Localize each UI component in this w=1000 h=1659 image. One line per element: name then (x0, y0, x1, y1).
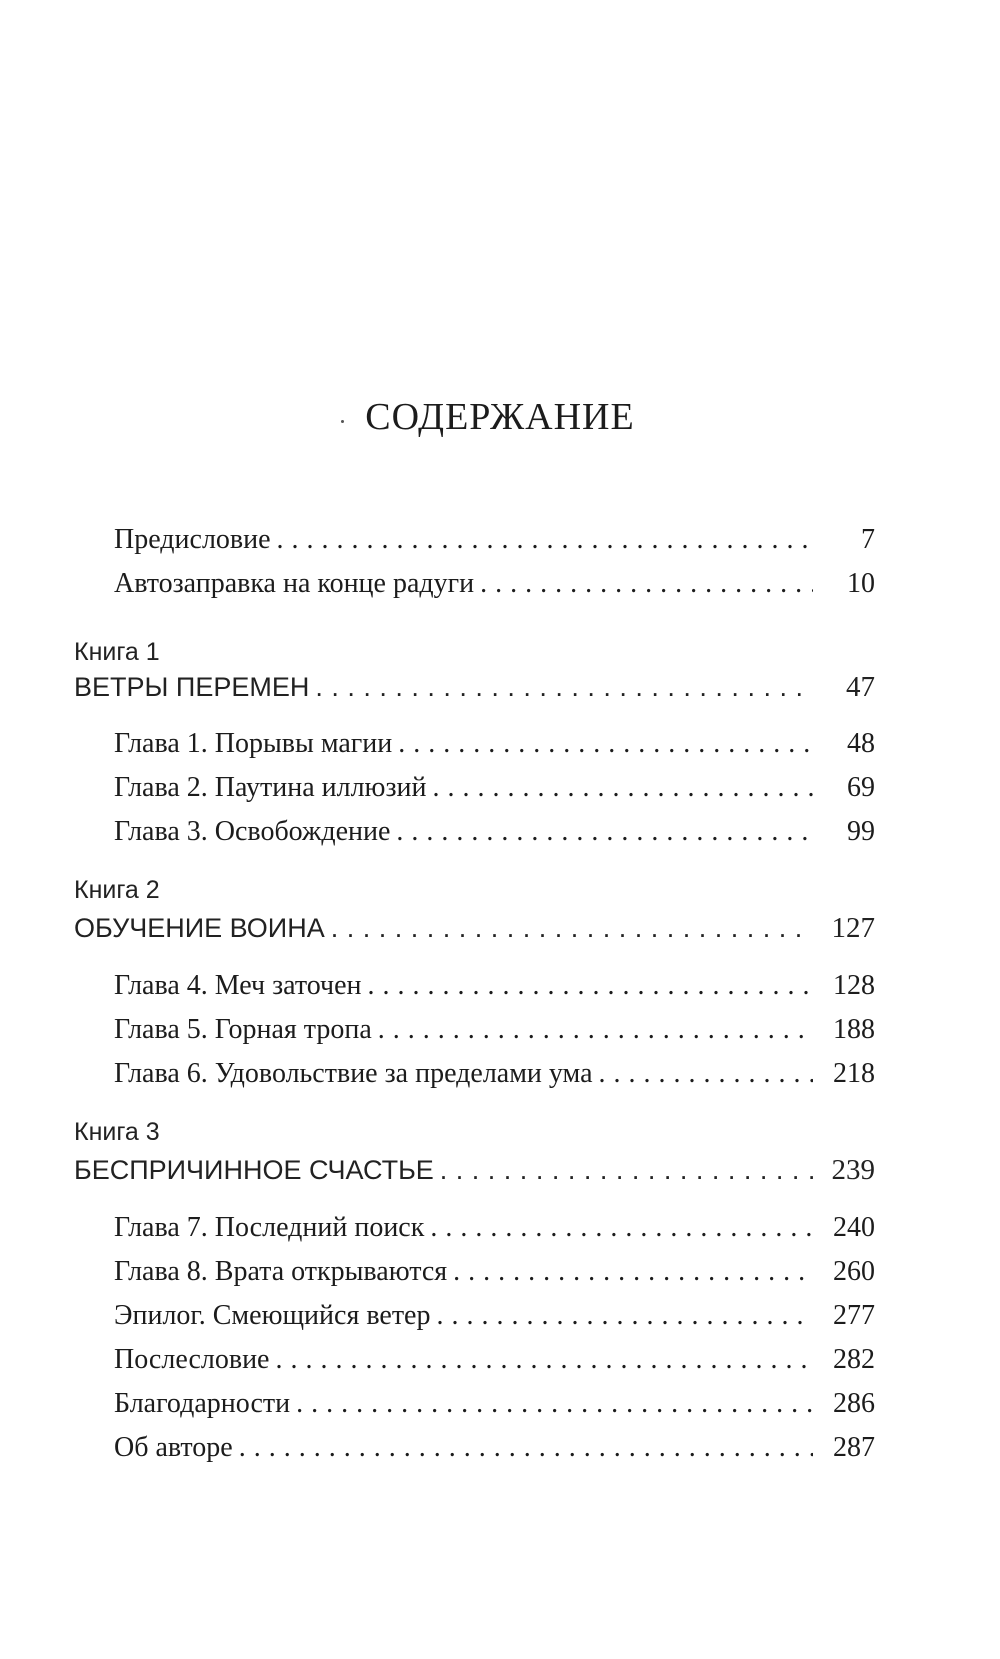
toc-page-number: 260 (833, 1256, 875, 1287)
toc-entry-title: Глава 5. Горная тропа (114, 1014, 372, 1045)
toc-entry-title: Послесловие (114, 1344, 270, 1375)
toc-page-number: 282 (833, 1344, 875, 1375)
toc-entry-title: Глава 6. Удовольствие за пределами ума (114, 1058, 593, 1089)
toc-entry-chapter-4[interactable] (114, 966, 875, 1006)
toc-entry-title: Автозаправка на конце радуги (114, 568, 475, 599)
toc-entry-epilogue[interactable] (114, 1296, 875, 1336)
toc-entry-chapter-7[interactable] (114, 1208, 875, 1248)
dot-leader (430, 1296, 813, 1336)
toc-entry-chapter-1[interactable] (114, 724, 875, 764)
dot-leader (427, 768, 814, 808)
dot-leader (271, 520, 813, 560)
dot-leader (390, 812, 813, 852)
book-3-label: Книга 3 (74, 1118, 160, 1146)
dot-leader (269, 1340, 813, 1380)
toc-page-number: 128 (833, 970, 875, 1001)
page-title: СОДЕРЖАНИЕ (365, 396, 635, 438)
dot-leader (325, 908, 813, 948)
toc-page-number: 99 (847, 816, 875, 847)
book-1-label: Книга 1 (74, 638, 160, 666)
toc-page-number: 286 (833, 1388, 875, 1419)
toc-page-number: 127 (831, 912, 875, 944)
toc-page-number: 10 (847, 568, 875, 599)
toc-entry-chapter-6[interactable] (114, 1054, 875, 1094)
toc-entry-title: Об авторе (114, 1432, 233, 1463)
toc-entry-afterword[interactable] (114, 1340, 875, 1380)
toc-entry-gas-station[interactable] (114, 564, 875, 604)
toc-entry-acknowledgements[interactable] (114, 1384, 875, 1424)
toc-entry-chapter-8[interactable] (114, 1252, 875, 1292)
book-title: БЕСПРИЧИННОЕ СЧАСТЬЕ (74, 1155, 434, 1185)
toc-entry-title: Глава 7. Последний поиск (114, 1212, 425, 1243)
toc-entry-book-1[interactable] (74, 667, 875, 707)
toc-page-number: 47 (846, 671, 875, 703)
toc-page-number: 218 (833, 1058, 875, 1089)
toc-entry-preface[interactable] (114, 520, 875, 560)
toc-page-number: 48 (847, 728, 875, 759)
toc-page-number: 287 (833, 1432, 875, 1463)
toc-page-number: 240 (833, 1212, 875, 1243)
toc-entry-title: Глава 8. Врата открываются (114, 1256, 448, 1287)
toc-entry-title: Глава 1. Порывы магии (114, 728, 393, 759)
book-2-label: Книга 2 (74, 876, 160, 904)
toc-entry-title: Эпилог. Смеющийся ветер (114, 1300, 431, 1331)
toc-entry-title: Глава 2. Паутина иллюзий (114, 772, 427, 803)
dot-leader (290, 1384, 813, 1424)
dot-leader (362, 966, 813, 1006)
dot-leader (392, 724, 813, 764)
book-title: ОБУЧЕНИЕ ВОИНА (74, 913, 325, 943)
toc-entry-title: Глава 3. Освобождение (114, 816, 391, 847)
dot-leader (233, 1428, 813, 1468)
dot-leader (372, 1010, 813, 1050)
toc-page-number: 7 (861, 524, 875, 555)
dot-leader (309, 667, 813, 707)
book-title: ВЕТРЫ ПЕРЕМЕН (74, 672, 310, 702)
toc-page-number: 277 (833, 1300, 875, 1331)
toc-entry-title: Глава 4. Меч заточен (114, 970, 362, 1001)
toc-entry-title: Предисловие (114, 524, 271, 555)
toc-entry-title: Благодарности (114, 1388, 291, 1419)
toc-entry-chapter-5[interactable] (114, 1010, 875, 1050)
toc-page-number: 188 (833, 1014, 875, 1045)
dot-leader (474, 564, 813, 604)
toc-entry-book-2[interactable] (74, 908, 875, 948)
dot-leader (447, 1252, 813, 1292)
toc-entry-book-3[interactable] (74, 1150, 875, 1190)
toc-page-number: 69 (847, 772, 875, 803)
toc-entry-about-author[interactable] (114, 1428, 875, 1468)
toc-entry-chapter-3[interactable] (114, 812, 875, 852)
dot-leader (424, 1208, 813, 1248)
toc-entry-chapter-2[interactable] (114, 768, 875, 808)
dot-leader (593, 1054, 813, 1094)
dot-leader (434, 1150, 813, 1190)
toc-page-number: 239 (831, 1154, 875, 1186)
